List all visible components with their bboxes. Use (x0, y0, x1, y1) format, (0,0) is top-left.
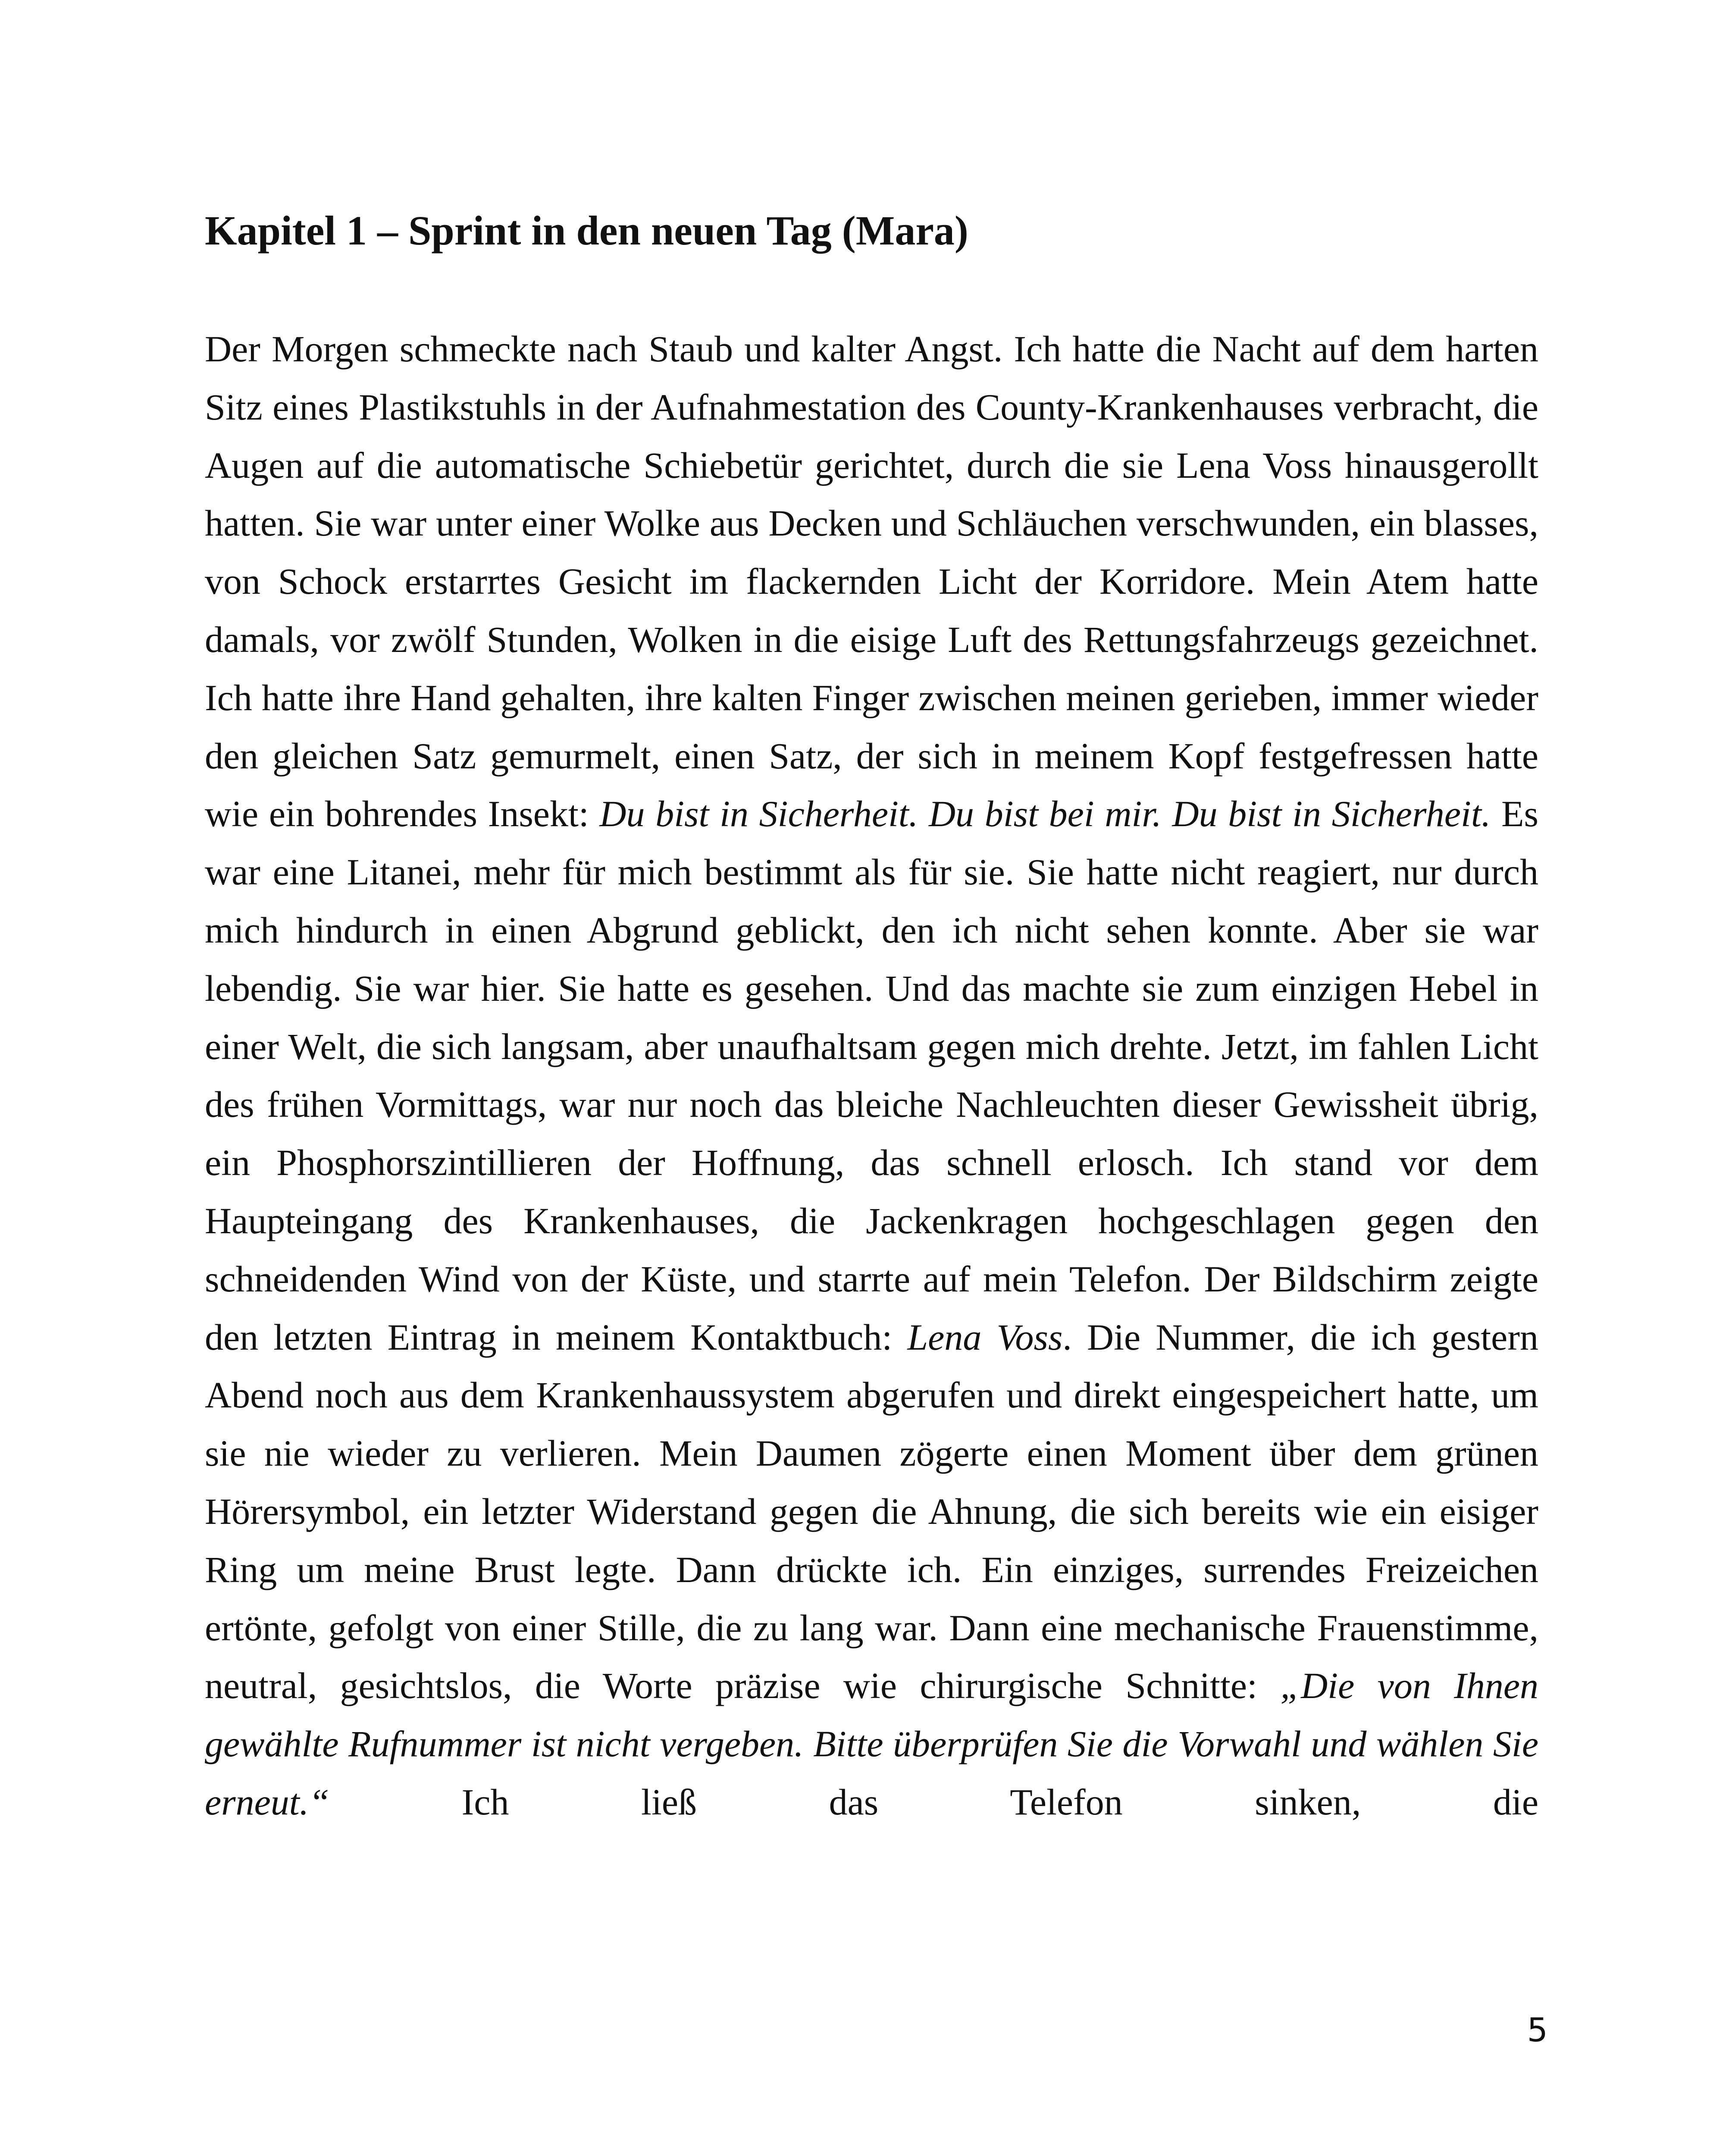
text-segment-italic: Du bist in Sicherheit. Du bist bei mir. Du bist in Sicherheit. (599, 793, 1491, 835)
chapter-title: Kapitel 1 – Sprint in den neuen Tag (Mara) (205, 207, 968, 254)
text-segment-italic: „Die von Ihnen gewählte Rufnummer ist nicht vergeben. Bitte überprüfen Sie die Vorwahl und wählen Sie erneut.“ (205, 1665, 1538, 1823)
text-segment: Ich ließ das Telefon sinken, die (329, 1781, 1538, 1823)
text-segment: . Die Nummer, die ich gestern Abend noch aus dem Krankenhaussystem abgerufen und direkt eingespeichert hatte, um sie nie wieder zu verlieren. Mein Daumen zögerte einen Moment über dem grünen Hörersymbol, ein letzter Widerstand gegen die Ahnung, die sich bereits wie ein eisiger Ring um meine Brust legte. Dann drückte ich. Ein einziges, surrendes Freizeichen ertönte, gefolgt von einer Stille, die zu lang war. Dann eine mechanische Frauenstimme, neutral, gesichtslos, die Worte präzise wie chirurgische Schnitte: (205, 1316, 1538, 1707)
text-segment: Der Morgen schmeckte nach Staub und kalter Angst. Ich hatte die Nacht auf dem harten Sitz eines Plastikstuhls in der Aufnahmestation des County-Krankenhauses verbracht, die Augen auf die automatische Schiebetür gerichtet, durch die sie Lena Voss hinausgerollt hatten. Sie war unter einer Wolke aus Decken und Schläuchen verschwunden, ein blasses, von Schock erstarrtes Gesicht im flackernden Licht der Korridore. Mein Atem hatte damals, vor zwölf Stunden, Wolken in die eisige Luft des Rettungsfahrzeugs gezeichnet. Ich hatte ihre Hand gehalten, ihre kalten Finger zwischen meinen gerieben, immer wieder den gleichen Satz gemurmelt, einen Satz, der sich in meinem Kopf festgefressen hatte wie ein bohrendes Insekt: (205, 328, 1538, 835)
text-segment-italic: Lena Voss (907, 1316, 1063, 1358)
text-segment: Es war eine Litanei, mehr für mich bestimmt als für sie. Sie hatte nicht reagiert, nur durch mich hindurch in einen Abgrund geblickt, den ich nicht sehen konnte. Aber sie war lebendig. Sie war hier. Sie hatte es gesehen. Und das machte sie zum einzigen Hebel in einer Welt, die sich langsam, aber unaufhaltsam gegen mich drehte. Jetzt, im fahlen Licht des frühen Vormittags, war nur noch das bleiche Nachleuchten dieser Gewissheit übrig, ein Phosphorszintillieren der Hoffnung, das schnell erlosch. Ich stand vor dem Haupteingang des Krankenhauses, die Jackenkragen hochgeschlagen gegen den schneidenden Wind von der Küste, und starrte auf mein Telefon. Der Bildschirm zeigte den letzten Eintrag in meinem Kontaktbuch: (205, 793, 1539, 1358)
page-number: 5 (1527, 2011, 1548, 2049)
body-paragraph (205, 320, 1538, 1831)
